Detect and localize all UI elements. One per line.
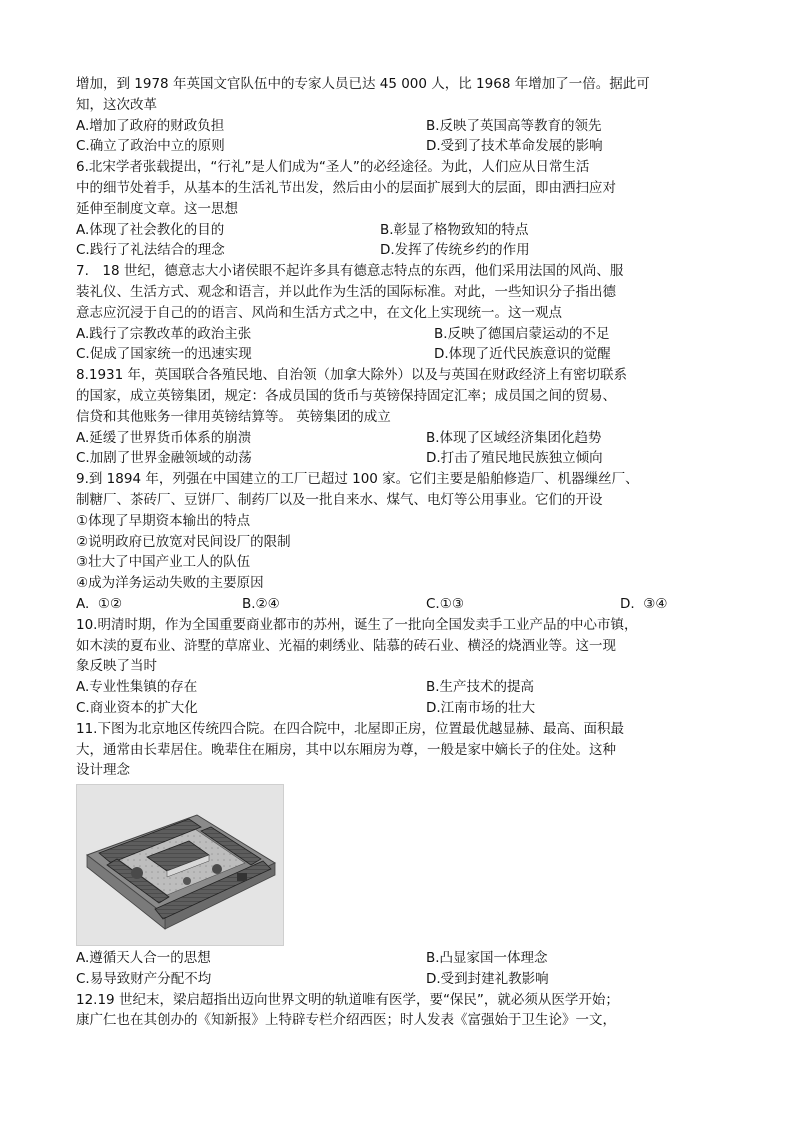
option-d[interactable]: D. ③④ [620, 595, 668, 612]
option-b[interactable]: B.彰显了格物致知的特点 [380, 221, 529, 238]
option-a[interactable]: A.增加了政府的财政负担 [76, 117, 225, 134]
option-d[interactable]: D.江南市场的壮大 [426, 699, 536, 716]
question-stem-line: 7. 18 世纪，德意志大小诸侯眼不起许多具有德意志特点的东西，他们采用法国的风尚、服 [76, 263, 624, 280]
statement-item: ③壮大了中国产业工人的队伍 [76, 554, 251, 571]
option-row [76, 240, 726, 261]
question-10 [76, 615, 726, 719]
exam-page [76, 74, 726, 1031]
courtyard-house-image [76, 784, 284, 946]
question-stem-line: 6.北宋学者张载提出，“行礼”是人们成为“圣人”的必经途径。为此，人们应从日常生活 [76, 159, 590, 176]
option-b[interactable]: B.反映了英国高等教育的领先 [426, 117, 602, 134]
option-b[interactable]: B.生产技术的提高 [426, 679, 535, 696]
option-row [76, 324, 726, 345]
option-row [76, 220, 726, 241]
option-row [76, 428, 726, 449]
option-row [76, 698, 726, 719]
question-stem-line: 12.19 世纪末，梁启超指出迈向世界文明的轨道唯有医学，要“保民”，就必须从医学开始； [76, 991, 619, 1008]
question-stem-line: 11.下图为北京地区传统四合院。在四合院中，北屋即正房，位置最优越显赫、最高、面积最 [76, 720, 624, 737]
option-b[interactable]: B.反映了德国启蒙运动的不足 [434, 325, 610, 342]
question-stem-line: 制糖厂、茶砖厂、豆饼厂、制药厂以及一批自来水、煤气、电灯等公用事业。它们的开设 [76, 491, 603, 508]
question-stem-line: 8.1931 年，英国联合各殖民地、自治领（加拿大除外）以及与英国在财政经济上有密切联系 [76, 367, 628, 384]
question-stem-line: 装礼仪、生活方式、观念和语言，并以此作为生活的国际标准。对此，一些知识分子指出德 [76, 283, 616, 300]
option-row [76, 948, 726, 969]
statement-item: ①体现了早期资本输出的特点 [76, 512, 251, 529]
option-a[interactable]: A.遵循天人合一的思想 [76, 950, 211, 967]
question-7 [76, 261, 726, 365]
option-c[interactable]: C.践行了礼法结合的理念 [76, 242, 225, 259]
question-12 [76, 990, 726, 1032]
question-stem-line: 知，这次改革 [76, 96, 157, 113]
option-d[interactable]: D.受到了技术革命发展的影响 [426, 138, 603, 155]
question-stem-line: 意志应沉浸于自己的的语言、风尚和生活方式之中，在文化上实现统一。这一观点 [76, 304, 562, 321]
option-c[interactable]: C.促成了国家统一的迅速实现 [76, 346, 252, 363]
question-stem-line: 延伸至制度文章。这一思想 [76, 200, 238, 217]
question-stem-line: 的国家，成立英镑集团，规定：各成员国的货币与英镑保持固定汇率；成员国之间的贸易、 [76, 387, 616, 404]
option-c[interactable]: C.①③ [426, 595, 464, 612]
option-d[interactable]: D.打击了殖民地民族独立倾向 [426, 450, 603, 467]
option-d[interactable]: D.受到封建礼教影响 [426, 970, 549, 987]
question-stem-line: 设计理念 [76, 762, 130, 779]
question-stem-line: 9.到 1894 年，列强在中国建立的工厂已超过 100 家。它们主要是船舶修造厂、机器缫丝厂、 [76, 471, 639, 488]
option-a[interactable]: A.专业性集镇的存在 [76, 679, 198, 696]
question-5 [76, 74, 726, 157]
option-row [76, 344, 726, 365]
option-b[interactable]: B.凸显家国一体理念 [426, 950, 548, 967]
question-6 [76, 157, 726, 261]
option-a[interactable]: A.延缓了世界货币体系的崩溃 [76, 429, 252, 446]
question-9 [76, 469, 726, 615]
siheyuan-illustration [77, 785, 283, 945]
option-row [76, 969, 726, 990]
question-stem-line: 10.明清时期，作为全国重要商业都市的苏州，诞生了一批向全国发卖手工业产品的中心市镇， [76, 616, 638, 633]
option-b[interactable]: B.体现了区域经济集团化趋势 [426, 429, 602, 446]
question-11 [76, 719, 726, 990]
question-stem-line: 康广仁也在其创办的《知新报》上特辟专栏介绍西医；时人发表《富强始于卫生论》一文， [76, 1012, 616, 1029]
question-stem-line: 增加，到 1978 年英国文官队伍中的专家人员已达 45 000 人，比 1968 年增加了一倍。据此可 [76, 76, 650, 92]
option-row [76, 116, 726, 137]
question-stem-line: 如木渎的夏布业、浒墅的草席业、光福的刺绣业、陆慕的砖石业、横泾的烧酒业等。这一现 [76, 637, 616, 654]
option-d[interactable]: D.发挥了传统乡约的作用 [380, 242, 530, 259]
option-row [76, 448, 726, 469]
question-stem-line: 象反映了当时 [76, 658, 157, 675]
option-row [76, 594, 726, 615]
option-c[interactable]: C.商业资本的扩大化 [76, 699, 198, 716]
option-c[interactable]: C.加剧了世界金融领域的动荡 [76, 450, 252, 467]
question-8 [76, 365, 726, 469]
question-stem-line: 中的细节处着手，从基本的生活礼节出发，然后由小的层面扩展到大的层面，即由洒扫应对 [76, 179, 616, 196]
option-row [76, 136, 726, 157]
option-d[interactable]: D.体现了近代民族意识的觉醒 [434, 346, 611, 363]
option-row [76, 677, 726, 698]
statement-item: ④成为洋务运动失败的主要原因 [76, 575, 264, 592]
question-stem-line: 大，通常由长辈居住。晚辈住在厢房，其中以东厢房为尊，一般是家中嫡长子的住处。这种 [76, 741, 616, 758]
statement-item: ②说明政府已放宽对民间设厂的限制 [76, 533, 291, 550]
option-b[interactable]: B.②④ [242, 595, 280, 612]
option-a[interactable]: A. ①② [76, 595, 123, 612]
option-a[interactable]: A.践行了宗教改革的政治主张 [76, 325, 252, 342]
option-a[interactable]: A.体现了社会教化的目的 [76, 221, 225, 238]
option-c[interactable]: C.确立了政治中立的原则 [76, 138, 225, 155]
question-stem-line: 信贷和其他账务一律用英镑结算等。 英镑集团的成立 [76, 408, 391, 425]
option-c[interactable]: C.易导致财产分配不均 [76, 970, 212, 987]
